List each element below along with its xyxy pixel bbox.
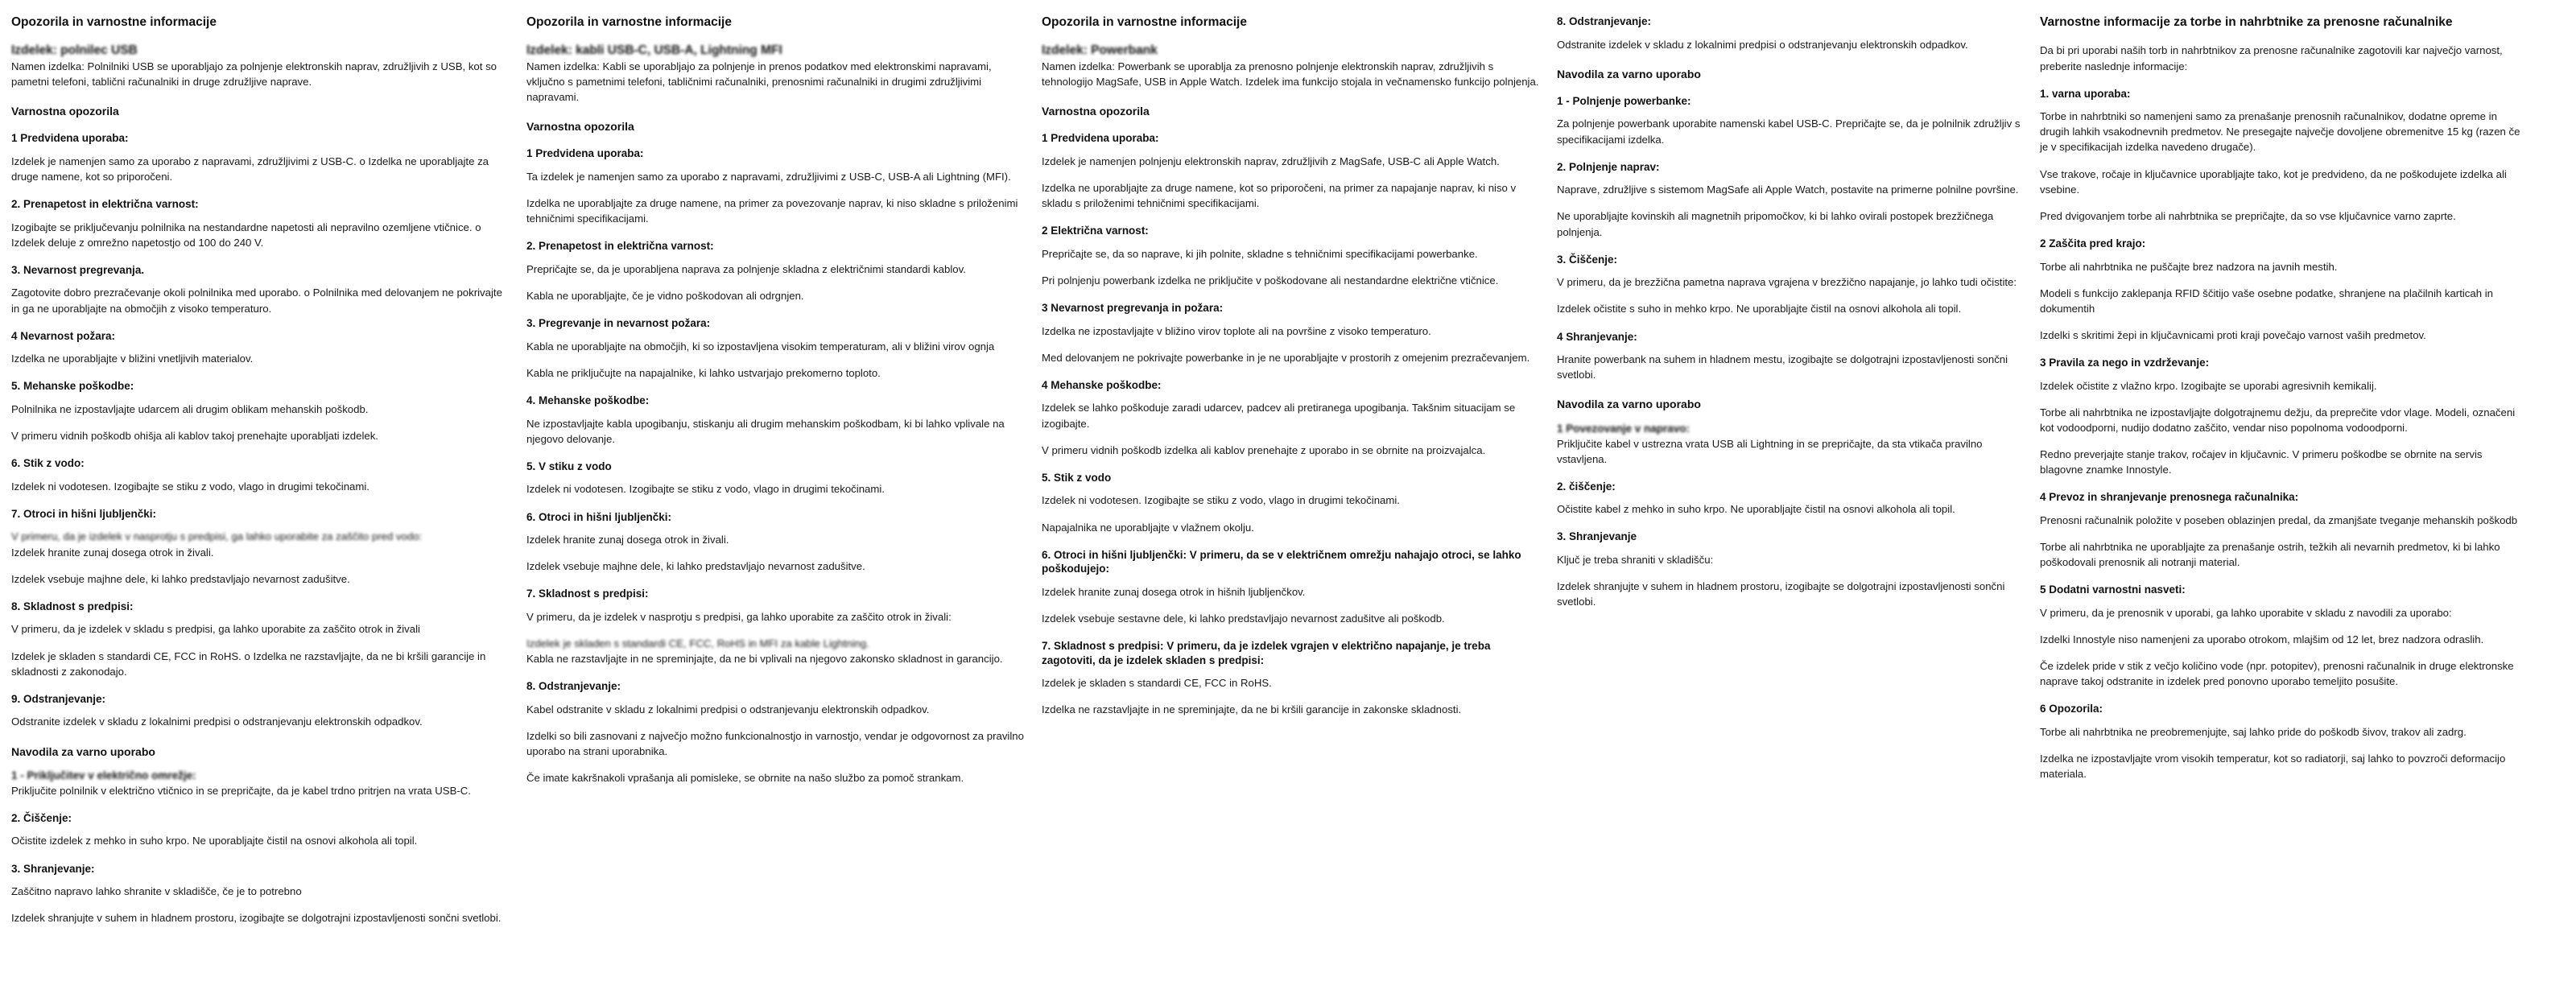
subsection-heading: 2 Električna varnost: [1042,225,1149,237]
subsection-heading: 2. Prenapetost in električna varnost: [526,240,714,253]
product-subtitle: Izdelek: kabli USB-C, USB-A, Lightning MFI [526,43,782,58]
paragraph: Izdelek ni vodotesen. Izogibajte se stiku z vodo, vlago in drugimi tekočinami. [1042,494,1400,507]
paragraph: Izdelek hranite zunaj dosega otrok in živali. [11,546,214,559]
paragraph: Izdelek je namenjen polnjenju elektronskih naprav, združljivih z MagSafe, USB-C ali Apple Watch. [1042,155,1500,167]
subsection-heading: 3. Shranjevanje: [11,862,95,875]
subsection-heading: 8. Odstranjevanje: [1557,15,1652,27]
paragraph: Izdelka ne razstavljajte in ne spreminjajte, da ne bi kršili garancije in zakonske skladnosti. [1042,703,1462,716]
section-heading: Navodila za varno uporabo [11,744,155,758]
subsection-heading: 1. varna uporaba: [2040,87,2131,100]
paragraph: Izdelek očistite z vlažno krpo. Izogibajte se uporabi agresivnih kemikalij. [2040,379,2377,392]
subsection-heading: 3. Pregrevanje in nevarnost požara: [526,317,711,330]
paragraph-redacted: Izdelek je skladen s standardi CE, FCC, RoHS in MFI za kable Lightning. [526,637,869,650]
subsection-heading: 5 Dodatni varnostni nasveti: [2040,583,2186,596]
paragraph: Izdelek je namenjen samo za uporabo z napravami, združljivimi z USB-C. o Izdelka ne uporabljajte za druge namene, kot so priporočeni. [11,155,489,183]
subsection-heading-redacted: 1 - Priključitev v električno omrežje: [11,769,196,781]
subsection-heading: 7. Skladnost s predpisi: [526,588,649,600]
paragraph: Odstranite izdelek v skladu z lokalnimi predpisi o odstranjevanju elektronskih odpadkov. [11,715,423,728]
paragraph: Izdelek hranite zunaj dosega otrok in živali. [526,534,729,546]
page-title: Opozorila in varnostne informacije [526,15,732,29]
paragraph: Polnilnika ne izpostavljajte udarcem ali drugim oblikam mehanskih poškodb. [11,402,369,415]
paragraph: Odstranite izdelek v skladu z lokalnimi predpisi o odstranjevanju elektronskih odpadkov. [1557,38,1968,51]
paragraph: Izdelek očistite s suho in mehko krpo. Ne uporabljajte čistil na osnovi alkohola ali topil. [1557,303,1962,315]
subsection-heading: 5. Mehanske poškodbe: [11,380,134,393]
paragraph-redacted: V primeru, da je izdelek v nasprotju s predpisi, ga lahko uporabite za zaščito pred vodo: [11,530,423,543]
paragraph: Torbe ali nahrbtnika ne preobremenjujte, saj lahko pride do poškodb šivov, trakov ali zadrg. [2040,726,2467,739]
section-heading: Navodila za varno uporabo [1557,398,1701,411]
subsection-heading: 3. Nevarnost pregrevanja. [11,263,145,276]
subsection-heading: 7. Skladnost s predpisi: V primeru, da je izdelek vgrajen v električno napajanje, je treba zagotoviti, da je izdelek skladen s predpisi: [1042,640,1491,666]
subsection-heading: 9. Odstranjevanje: [11,692,106,705]
paragraph: Zagotovite dobro prezračevanje okoli polnilnika med uporabo. o Polnilnika med delovanjem ne pokrivajte in ga ne uporabljajte na območjih z visoko temperaturo. [11,287,502,315]
column-backpack [2040,14,2539,793]
paragraph: Izdelek ni vodotesen. Izogibajte se stiku z vodo, vlago in drugimi tekočinami. [11,480,369,493]
paragraph: Izdelka ne uporabljajte za druge namene, na primer za povezovanje naprav, ki niso skladne s priloženimi tehničnimi specifikacijami. [526,197,1018,225]
paragraph: Očistite kabel z mehko in suho krpo. Ne uporabljajte čistil na osnovi alkohola ali topil. [1557,503,1955,516]
subsection-heading: 4 Shranjevanje: [1557,330,1637,343]
paragraph: Torbe ali nahrbtnika ne puščajte brez nadzora na javnih mestih. [2040,260,2338,273]
section-heading: Varnostna opozorila [1042,105,1150,118]
page-title: Varnostne informacije za torbe in nahrbtnike za prenosne računalnike [2040,15,2453,29]
paragraph: Izdelka ne izpostavljajte vrom visokih temperatur, kot so radiatorji, saj lahko to povzroči deformacijo materiala. [2040,752,2506,781]
paragraph: Izdelka ne uporabljajte za druge namene, kot so priporočeni, na primer za napajanje naprav, ki niso v skladu s priloženimi tehničnimi specifikacijami. [1042,181,1517,210]
subsection-heading: 1 - Polnjenje powerbanke: [1557,94,1691,107]
paragraph: Izdelek hranite zunaj dosega otrok in hišnih ljubljenčkov. [1042,585,1306,598]
section-heading: Navodila za varno uporabo [1557,67,1701,80]
subsection-heading: 8. Odstranjevanje: [526,680,621,693]
paragraph: Kabla ne uporabljajte na območjih, ki so izpostavljena visokim temperaturam, ali v bližini virov ognja [526,340,995,353]
paragraph: Izdelek je skladen s standardi CE, FCC in RoHS. o Izdelka ne razstavljajte, da ne bi kršili garancije in skladnosti z zakonodajo. [11,649,486,678]
paragraph: V primeru vidnih poškodb izdelka ali kablov prenehajte z uporabo in se obrnite na proizvajalca. [1042,443,1486,456]
paragraph: Kabla ne priključujte na napajalnike, ki lahko ustvarjajo prekomerno toploto. [526,366,881,379]
paragraph: Hranite powerbank na suhem in hladnem mestu, izogibajte se dolgotrajni izpostavljenosti sončni svetlobi. [1557,353,2008,381]
paragraph: Izdelki Innostyle niso namenjeni za uporabo otrokom, mlajšim od 12 let, brez nadzora odraslih. [2040,633,2484,646]
paragraph: Izdelek shranjujte v suhem in hladnem prostoru, izogibajte se dolgotrajni izpostavljenosti sončni svetlobi. [1557,580,2005,608]
page-title: Opozorila in varnostne informacije [1042,15,1247,29]
paragraph: V primeru, da je izdelek v skladu s predpisi, ga lahko uporabite za zaščito otrok in živali [11,623,420,636]
paragraph: Redno preverjajte stanje trakov, ročajev in ključavnic. V primeru poškodbe se obrnite na servis blagovne znamke Innostyle. [2040,448,2483,476]
paragraph: Kabla ne razstavljajte in ne spreminjajte, da ne bi vplivali na njegovo zakonsko skladnost in garancijo. [526,653,1003,666]
subsection-heading: 1 Predvidena uporaba: [1042,132,1159,145]
paragraph: Med delovanjem ne pokrivajte powerbanke in je ne uporabljajte v prostorih z omejenim prezračevanjem. [1042,351,1530,364]
subsection-heading: 1 Predvidena uporaba: [526,147,644,160]
paragraph: Pred dvigovanjem torbe ali nahrbtnika se prepričajte, da so vse ključavnice varno zaprte. [2040,209,2456,222]
paragraph: Če imate kakršnakoli vprašanja ali pomisleke, se obrnite na našo službo za pomoč strankam. [526,772,964,785]
paragraph: Očistite izdelek z mehko in suho krpo. Ne uporabljajte čistil na osnovi alkohola ali topil. [11,835,418,847]
paragraph: V primeru, da je prenosnik v uporabi, ga lahko uporabite v skladu z navodili za uporabo: [2040,606,2452,619]
paragraph: Torbe in nahrbtniki so namenjeni samo za prenašanje prenosnih računalnikov, dodatne opreme in drugih lahkih vsakodnevnih predmetov. Ne presegajte največje dovoljene obremenitve 15 kg (razen če je v specifikacijah izdelka navedeno drugače). [2040,110,2520,154]
paragraph: Izogibajte se priključevanju polnilnika na nestandardne napetosti ali nepravilno ozemljene vtičnice. o Izdelek deluje z omrežno napetostjo od 100 do 240 V. [11,221,481,249]
column-powerbank [1042,14,1557,728]
paragraph: Priključite kabel v ustrezna vrata USB ali Lightning in se prepričajte, da sta vtikača pravilno vstavljena. [1557,437,1983,465]
product-subtitle: Izdelek: Powerbank [1042,43,1158,58]
paragraph: Izdelek vsebuje majhne dele, ki lahko predstavljajo nevarnost zadušitve. [526,560,865,573]
paragraph: Pri polnjenju powerbank izdelka ne priključite v poškodovane ali nestandardne električne vtičnice. [1042,274,1499,287]
subsection-heading: 4 Mehanske poškodbe: [1042,378,1162,391]
subsection-heading: 5. V stiku z vodo [526,460,612,472]
paragraph: Namen izdelka: Powerbank se uporablja za prenosno polnjenje elektronskih naprav, združljivih s tehnologijo MagSafe, USB in Apple Watch. Izdelek ima funkcijo stojala in večnamensko funkcijo polnjenja. [1042,60,1539,88]
paragraph: Prepričajte se, da so naprave, ki jih polnite, skladne s tehničnimi specifikacijami powerbanke. [1042,247,1478,260]
subsection-heading: 1 Predvidena uporaba: [11,132,129,145]
paragraph: Ne izpostavljajte kabla upogibanju, stiskanju ali drugim mehanskim poškodbam, ki bi lahko vplivale na njegovo delovanje. [526,417,1005,445]
subsection-heading: 5. Stik z vodo [1042,471,1112,484]
subsection-heading: 2. Prenapetost in električna varnost: [11,198,199,211]
subsection-heading: 6. Stik z vodo: [11,457,85,470]
subsection-heading: 8. Skladnost s predpisi: [11,600,134,612]
paragraph: Namen izdelka: Polnilniki USB se uporabljajo za polnjenje elektronskih naprav, združljivih z USB, kot so pametni telefoni, tablični računalniki in druge združljive naprave. [11,60,497,88]
paragraph: Ta izdelek je namenjen samo za uporabo z napravami, združljivimi z USB-C, USB-A ali Lightning (MFI). [526,170,1011,183]
paragraph: Napajalnika ne uporabljajte v vlažnem okolju. [1042,521,1254,534]
subsection-heading: 2. Polnjenje naprav: [1557,160,1660,173]
paragraph: Naprave, združljive s sistemom MagSafe ali Apple Watch, postavite na primerne polnilne površine. [1557,183,2019,196]
paragraph: Če izdelek pride v stik z večjo količino vode (npr. potopitev), prenosni računalnik in druge elektronske naprave takoj odstranite in izdelek pred ponovno uporabo temeljito posušite. [2040,660,2514,688]
subsection-heading: 6. Otroci in hišni ljubljenčki: [526,510,672,523]
paragraph: Ne uporabljajte kovinskih ali magnetnih pripomočkov, ki bi lahko ovirali postopek brezžičnega polnjenja. [1557,210,1994,238]
paragraph: Izdelek shranjujte v suhem in hladnem prostoru, izogibajte se dolgotrajni izpostavljenosti sončni svetlobi. [11,912,502,925]
paragraph: V primeru, da je brezžična pametna naprava vgrajena v brezžično napajanje, jo lahko tudi očistite: [1557,276,2017,289]
subsection-heading: 2. čiščenje: [1557,480,1616,493]
paragraph: Izdelki s skritimi žepi in ključavnicami proti kraji povečajo varnost vaših predmetov. [2040,329,2426,342]
paragraph: V primeru, da je izdelek v nasprotju s predpisi, ga lahko uporabite za zaščito otrok in živali: [526,610,952,623]
subsection-heading: 4 Prevoz in shranjevanje prenosnega računalnika: [2040,491,2299,504]
subsection-heading: 3. Shranjevanje [1557,530,1637,543]
subsection-heading: 6. Otroci in hišni ljubljenčki: V primeru, da se v električnem omrežju nahajajo otroci, se lahko poškodujejo: [1042,548,1521,575]
paragraph: Priključite polnilnik v električno vtičnico in se prepričajte, da je kabel trdno pritrjen na vrata USB-C. [11,784,471,797]
paragraph: Prepričajte se, da je uporabljena naprava za polnjenje skladna z električnimi standardi kablov. [526,262,966,275]
subsection-heading: 6 Opozorila: [2040,703,2103,715]
subsection-heading: 7. Otroci in hišni ljubljenčki: [11,507,157,520]
product-subtitle: Izdelek: polnilec USB [11,43,138,58]
subsection-heading: 4. Mehanske poškodbe: [526,394,650,406]
subsection-heading: 4 Nevarnost požara: [11,329,116,342]
paragraph: Vse trakove, ročaje in ključavnice uporabljajte tako, kot je predvideno, da ne poškodujete izdelka ali vsebine. [2040,167,2507,196]
subsection-heading: 3 Nevarnost pregrevanja in požara: [1042,302,1224,315]
subsection-heading: 2 Zaščita pred krajo: [2040,237,2146,250]
subsection-heading: 3. Čiščenje: [1557,253,1618,266]
paragraph: Izdelek se lahko poškoduje zaradi udarcev, padcev ali pretiranega upogibanja. Takšnim situacijam se izogibajte. [1042,402,1516,430]
paragraph: V primeru vidnih poškodb ohišja ali kablov takoj prenehajte uporabljati izdelek. [11,430,378,443]
subsection-heading-redacted: 1 Povezovanje v napravo: [1557,422,1690,435]
paragraph: Izdelek je skladen s standardi CE, FCC in RoHS. [1042,677,1272,690]
paragraph: Namen izdelka: Kabli se uporabljajo za polnjenje in prenos podatkov med elektronskimi napravami, vključno s pametnimi telefoni, tabličnimi računalniki, prenosnimi računalniki in drugimi združljivimi napravami. [526,60,992,104]
column-powerbank-continued [1557,14,2040,621]
section-heading: Varnostna opozorila [11,105,119,118]
paragraph: Izdelek ni vodotesen. Izogibajte se stiku z vodo, vlago in drugimi tekočinami. [526,483,885,496]
paragraph: Izdelki so bili zasnovani z največjo možno funkcionalnostjo in varnostjo, vendar je odgovornost za pravilno uporabo na strani uporabnika. [526,729,1024,758]
paragraph: Izdelek vsebuje majhne dele, ki lahko predstavljajo nevarnost zadušitve. [11,572,350,585]
paragraph: Kabla ne uporabljajte, če je vidno poškodovan ali odrgnjen. [526,290,804,303]
paragraph: Da bi pri uporabi naših torb in nahrbtnikov za prenosne računalnike zagotovili kar največjo varnost, preberite naslednje informacije: [2040,44,2503,72]
paragraph: Za polnjenje powerbank uporabite namenski kabel USB-C. Prepričajte se, da je polnilnik združljiv s specifikacijami izdelka. [1557,118,2021,146]
paragraph: Torbe ali nahrbtnika ne uporabljajte za prenašanje ostrih, težkih ali nevarnih predmetov, ki bi lahko poškodovali prenosnik ali notranji material. [2040,541,2500,569]
paragraph: Ključ je treba shraniti v skladišču: [1557,554,1714,567]
paragraph: Izdelka ne uporabljajte v bližini vnetljivih materialov. [11,353,254,365]
paragraph: Prenosni računalnik položite v poseben oblazinjen predal, da zmanjšate tveganje mehanskih poškodb [2040,513,2518,526]
paragraph: Zaščitno napravo lahko shranite v skladišče, če je to potrebno [11,885,302,898]
column-cables [526,14,1042,797]
paragraph: Kabel odstranite v skladu z lokalnimi predpisi o odstranjevanju elektronskih odpadkov. [526,703,930,715]
page-title: Opozorila in varnostne informacije [11,15,217,29]
subsection-heading: 3 Pravila za nego in vzdrževanje: [2040,357,2210,369]
paragraph: Modeli s funkcijo zaklepanja RFID ščitijo vaše osebne podatke, shranjene na plačilnih karticah in dokumentih [2040,287,2493,315]
subsection-heading: 2. Čiščenje: [11,811,72,824]
column-usb-charger [11,14,526,937]
paragraph: Torbe ali nahrbtnika ne izpostavljajte dolgotrajnemu dežju, da preprečite vdor vlage. Modeli, označeni kot vodoodporni, nudijo dodatno zaščito, vendar niso popolnoma vodoodporni. [2040,406,2516,434]
paragraph: Izdelek vsebuje sestavne dele, ki lahko predstavljajo nevarnost zadušitve ali poškodb. [1042,612,1445,625]
paragraph: Izdelka ne izpostavljajte v bližino virov toplote ali na površine z visoko temperaturo. [1042,324,1431,337]
section-heading: Varnostna opozorila [526,120,634,134]
